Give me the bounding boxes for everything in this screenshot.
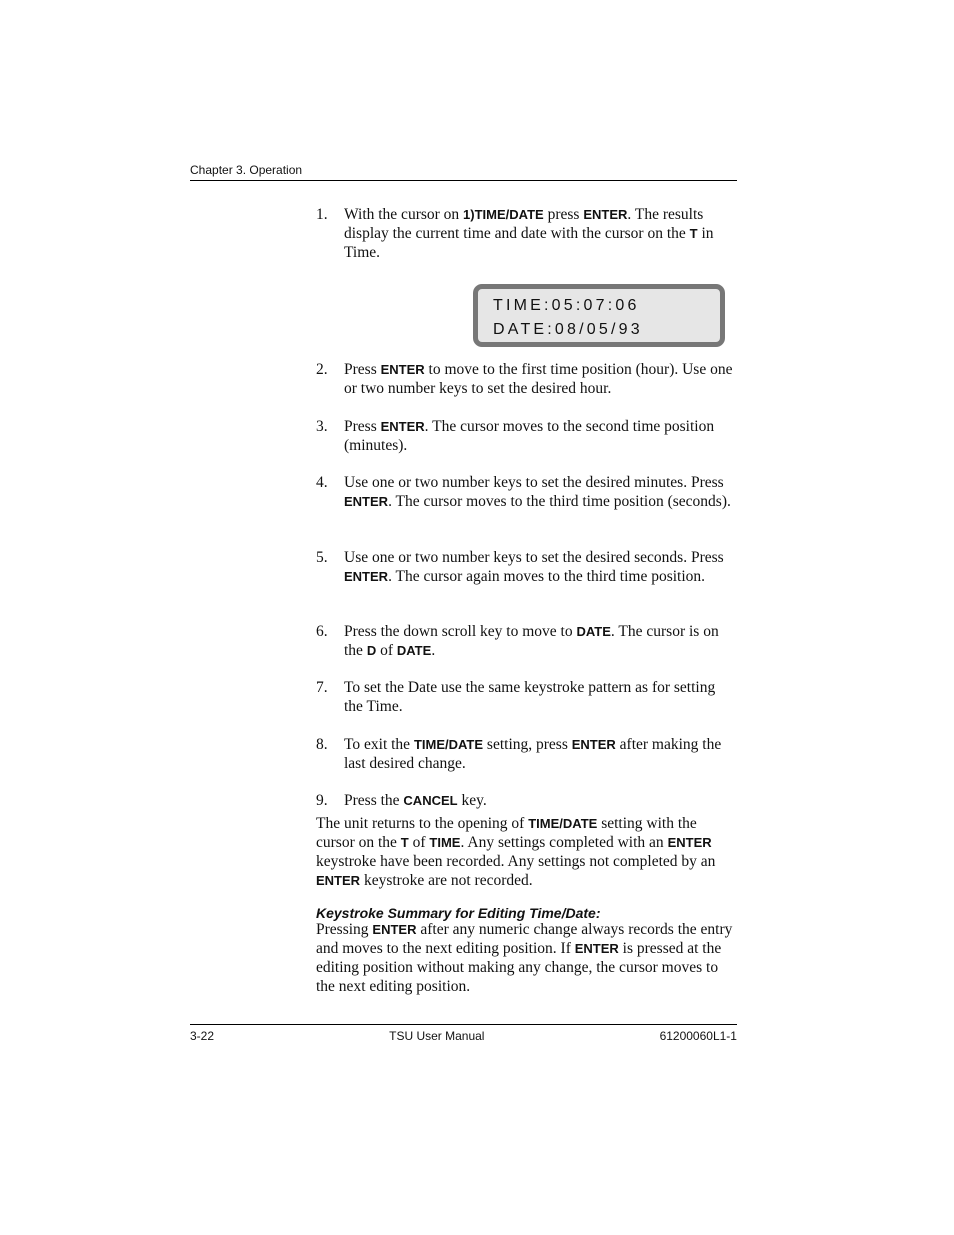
step-text: To set the Date use the same keystroke pattern as for setting the Time. bbox=[344, 679, 716, 715]
step-text: Use one or two number keys to set the desired seconds. Press ENTER. The cursor again moves to the third time position. bbox=[344, 549, 724, 585]
step-text: Use one or two number keys to set the desired minutes. Press ENTER. The cursor moves to the third time position (seconds). bbox=[344, 474, 731, 510]
lcd-line-date: DATE:08/05/93 bbox=[493, 321, 643, 338]
step-text: Press the down scroll key to move to DATE. The cursor is on the D of DATE. bbox=[344, 623, 719, 659]
step-text: With the cursor on 1)TIME/DATE press ENTER. The results display the current time and date with the cursor on the T in Time. bbox=[344, 206, 714, 261]
step-number: 4. bbox=[316, 474, 328, 491]
manual-title: TSU User Manual bbox=[389, 1029, 485, 1043]
step-number: 3. bbox=[316, 418, 328, 435]
step-text: Press the CANCEL key. bbox=[344, 792, 487, 809]
section-subheading: Keystroke Summary for Editing Time/Date: bbox=[316, 905, 601, 921]
step-number: 1. bbox=[316, 206, 328, 223]
step-2 bbox=[316, 360, 736, 398]
chapter-title: Chapter 3. Operation bbox=[190, 163, 303, 177]
step-4 bbox=[316, 473, 736, 511]
step-number: 7. bbox=[316, 679, 328, 696]
step-1 bbox=[316, 205, 736, 262]
step-number: 6. bbox=[316, 623, 328, 640]
step-3 bbox=[316, 417, 736, 455]
step-text: To exit the TIME/DATE setting, press ENTER after making the last desired change. bbox=[344, 736, 722, 772]
step-number: 5. bbox=[316, 549, 328, 566]
running-footer bbox=[190, 1024, 737, 1043]
step-8 bbox=[316, 735, 736, 773]
step-7 bbox=[316, 678, 736, 716]
lcd-display bbox=[473, 284, 725, 347]
result-paragraph: The unit returns to the opening of TIME/DATE setting with the cursor on the T of TIME. Any settings completed with an ENTER keystroke have been recorded. Any settings not completed by an ENTER keystroke are not recorded. bbox=[316, 815, 716, 889]
step-5 bbox=[316, 548, 736, 586]
lcd-line-time: TIME:05:07:06 bbox=[493, 297, 640, 314]
page-number: 3-22 bbox=[190, 1029, 215, 1043]
step-number: 9. bbox=[316, 792, 328, 809]
step-number: 2. bbox=[316, 361, 328, 378]
step-9 bbox=[316, 791, 736, 810]
step-number: 8. bbox=[316, 736, 328, 753]
step-6 bbox=[316, 622, 736, 660]
step-text: Press ENTER. The cursor moves to the second time position (minutes). bbox=[344, 418, 715, 454]
document-number: 61200060L1-1 bbox=[659, 1029, 737, 1043]
running-header bbox=[190, 163, 737, 181]
step-text: Press ENTER to move to the first time position (hour). Use one or two number keys to set the desired hour. bbox=[344, 361, 733, 397]
summary-paragraph: Pressing ENTER after any numeric change always records the entry and moves to the next editing position. If ENTER is pressed at the editing position without making any change, the cursor moves to the next editing position. bbox=[316, 921, 733, 995]
